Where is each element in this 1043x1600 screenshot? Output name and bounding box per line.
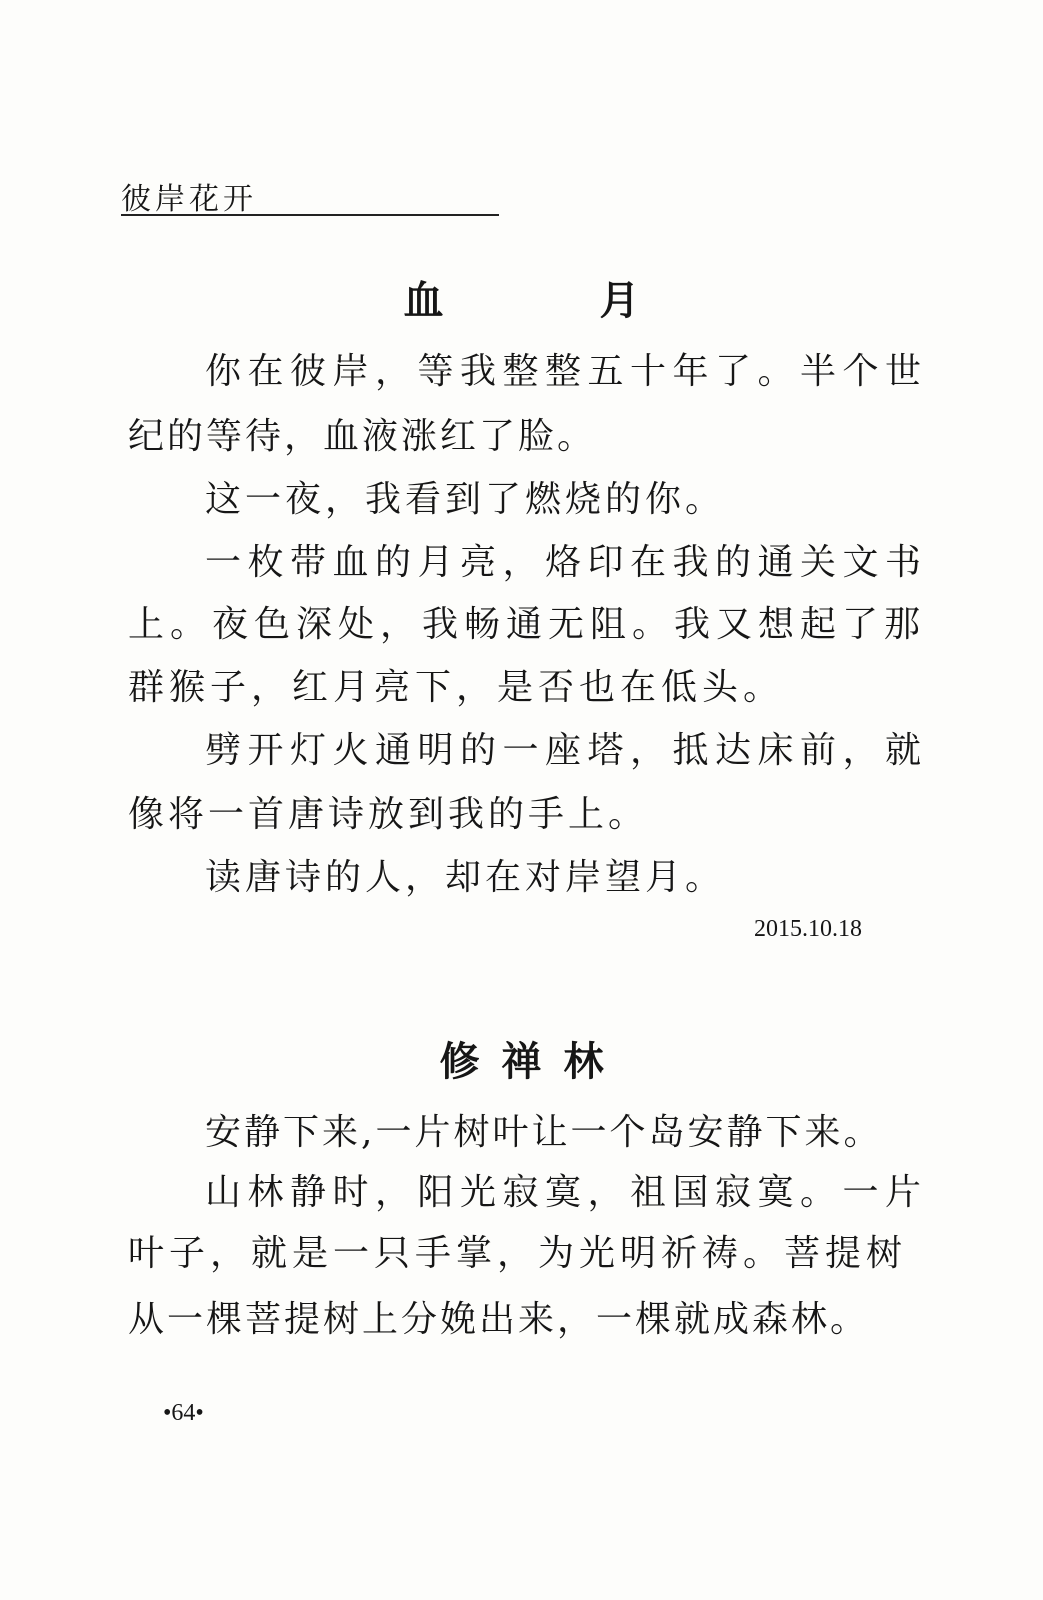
poem-line: 像将一首唐诗放到我的手上。 (128, 794, 649, 835)
poem-date: 2015.10.18 (754, 916, 862, 942)
poem-line: 劈开灯火通明的一座塔，抵达床前，就 (205, 730, 928, 771)
running-head: 彼岸花开 (121, 182, 257, 217)
poem-line: 纪的等待，血液涨红了脸。 (128, 416, 597, 457)
page-number: •64• (163, 1400, 204, 1426)
poem-line: 从一棵菩提树上分娩出来，一棵就成森林。 (128, 1299, 870, 1340)
poem-line: 叶子，就是一只手掌，为光明祈祷。菩提树 (128, 1233, 908, 1274)
poem-line: 你在彼岸，等我整整五十年了。半个世 (205, 351, 928, 392)
poem-line: 群猴子，红月亮下，是否也在低头。 (128, 667, 785, 708)
running-head-rule (121, 214, 499, 216)
poem-title: 修禅林 (439, 1038, 626, 1085)
poem-line: 上。夜色深处，我畅通无阻。我又想起了那 (128, 604, 927, 645)
poem-line: 读唐诗的人，却在对岸望月。 (205, 857, 726, 898)
poem-line: 安静下来,一片树叶让一个岛安静下来。 (205, 1112, 883, 1153)
poem-title: 血 月 (403, 277, 698, 324)
poem-line: 山林静时，阳光寂寞，祖国寂寞。一片 (205, 1172, 928, 1213)
poem-line: 一枚带血的月亮，烙印在我的通关文书 (205, 542, 928, 583)
poem-line: 这一夜，我看到了燃烧的你。 (205, 479, 726, 520)
